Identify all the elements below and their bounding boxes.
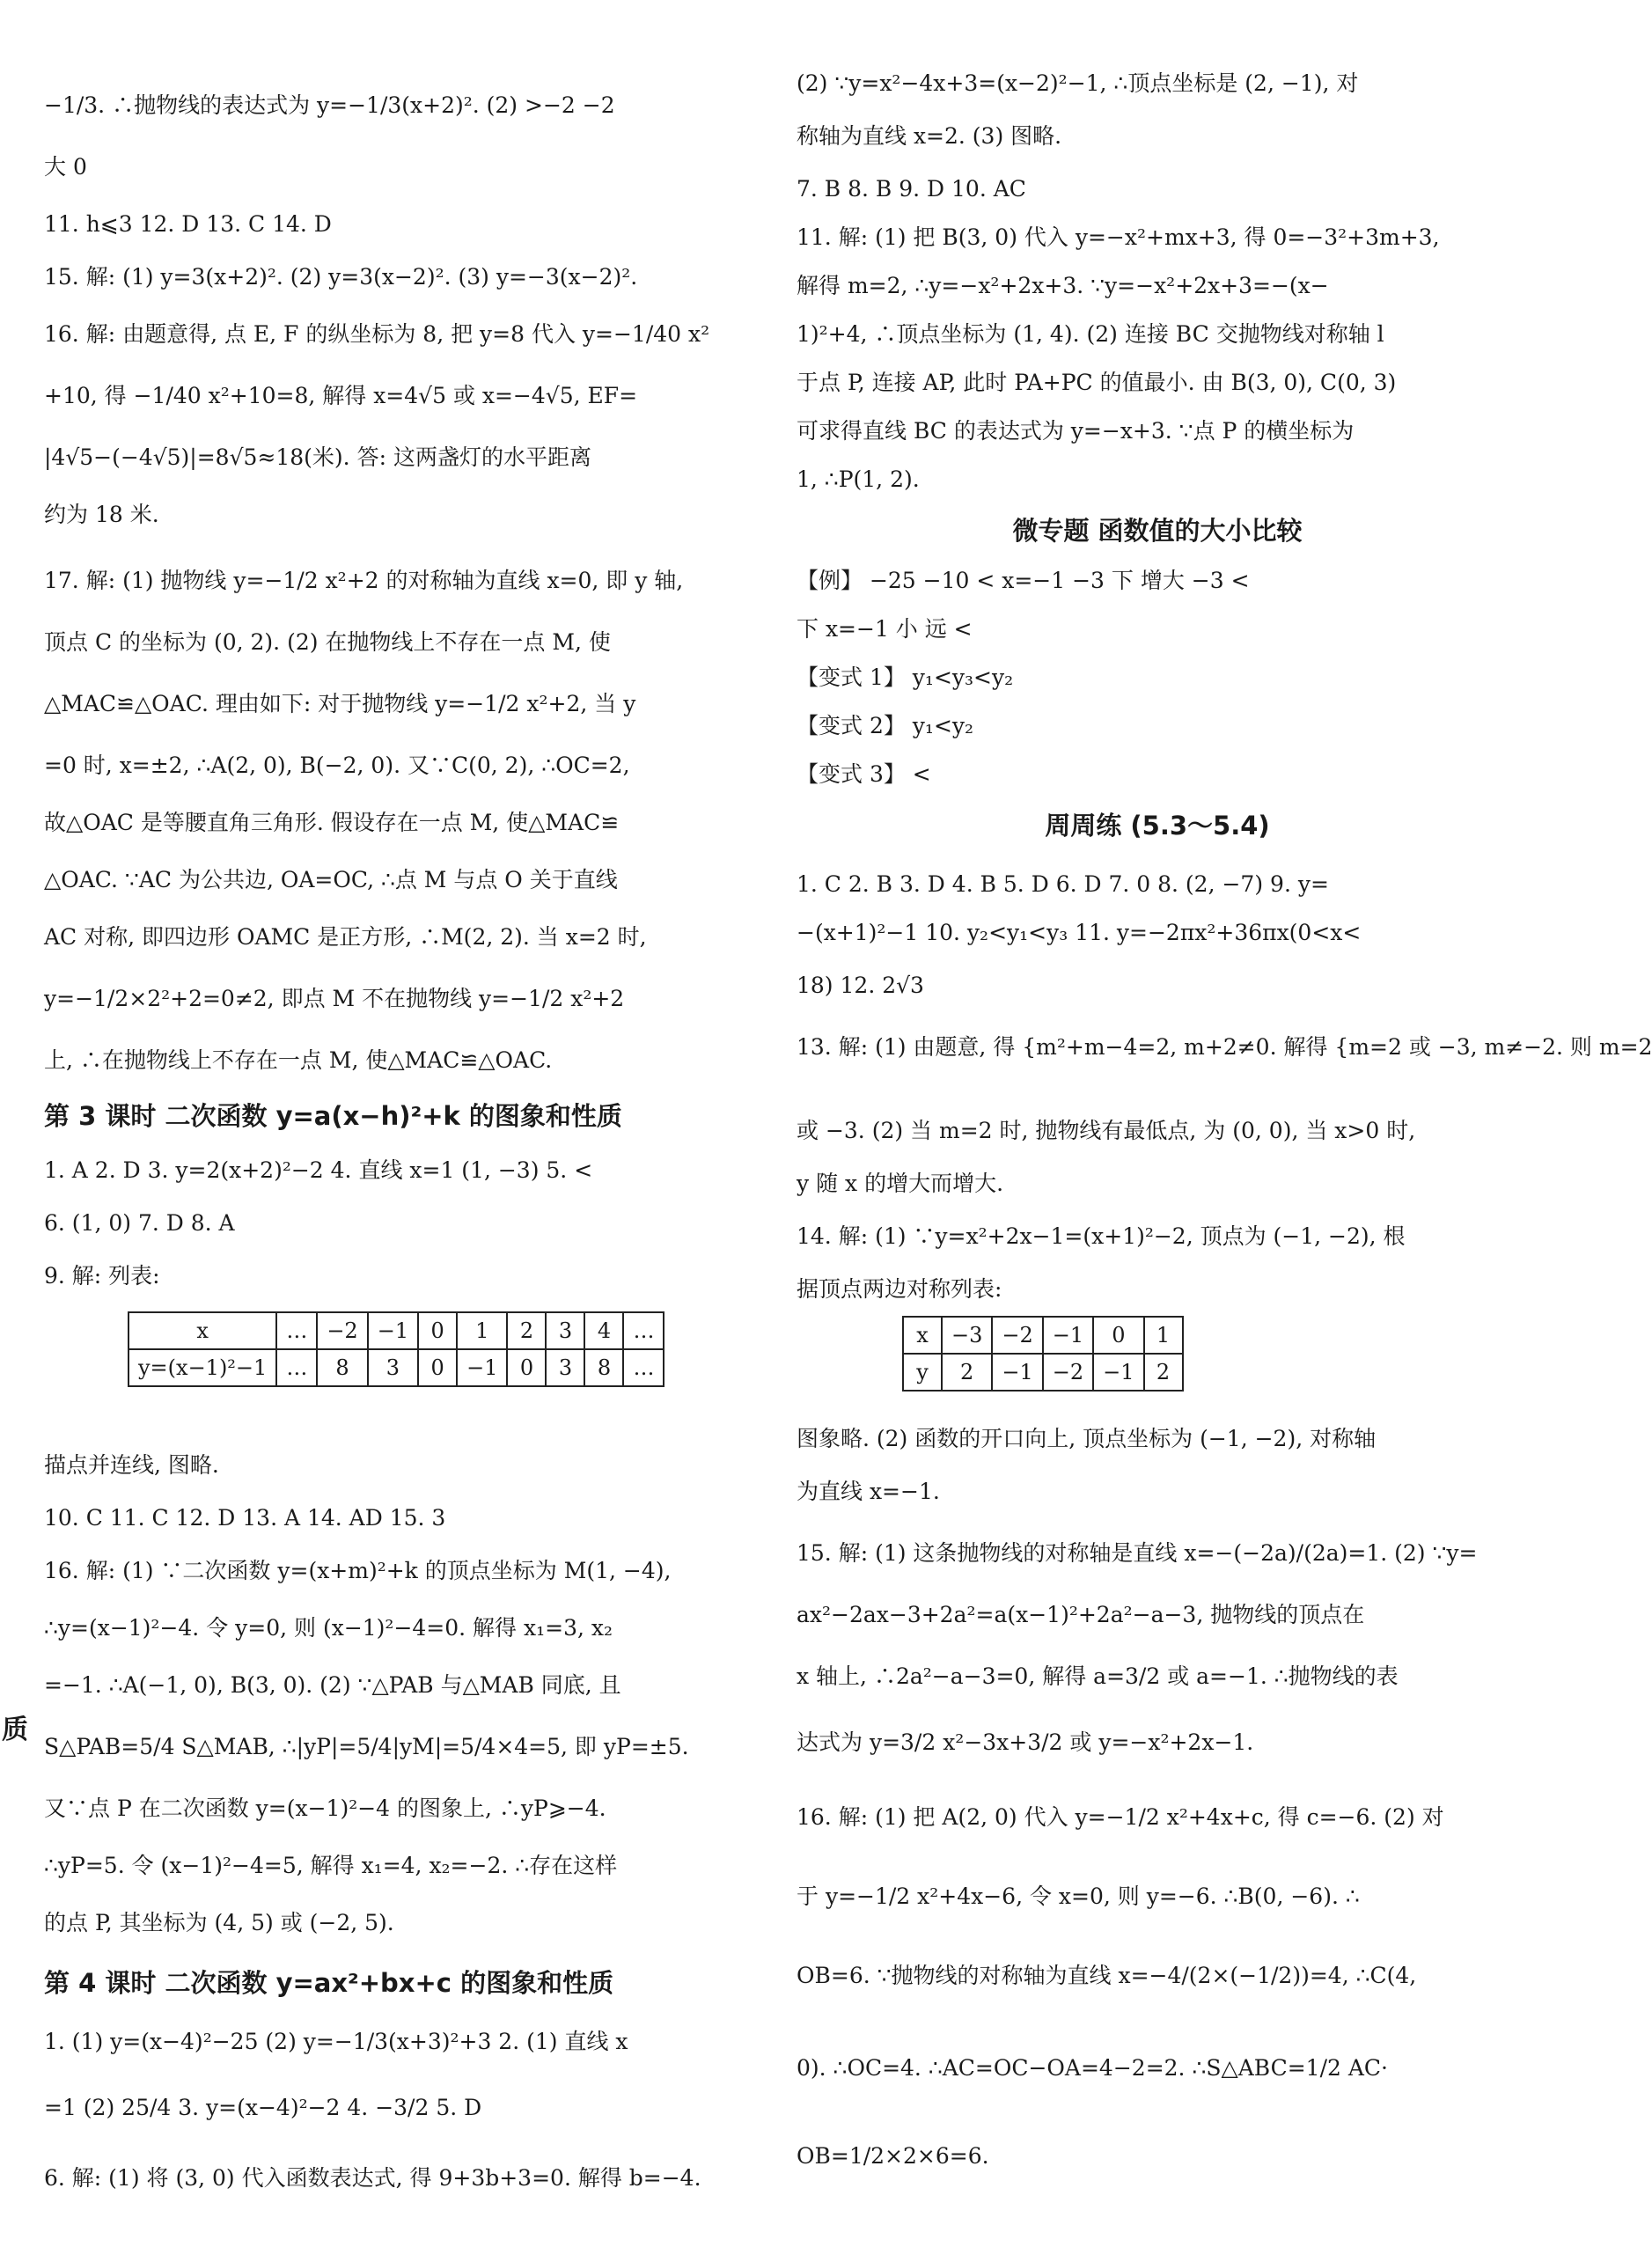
text-line: S△PAB=5/4 S△MAB, ∴|yP|=5/4|yM|=5/4×4=5, 即 yP=±5.	[44, 1734, 689, 1759]
text-line: ∴yP=5. 令 (x−1)²−4=5, 解得 x₁=4, x₂=−2. ∴存在这样	[44, 1853, 618, 1878]
table-cell: −2	[317, 1312, 367, 1349]
text-line: (2) ∵y=x²−4x+3=(x−2)²−1, ∴顶点坐标是 (2, −1), 对	[797, 70, 1359, 96]
table-cell: x	[128, 1312, 276, 1349]
table-row	[128, 1312, 664, 1349]
text-line: AC 对称, 即四边形 OAMC 是正方形, ∴M(2, 2). 当 x=2 时,	[44, 924, 647, 950]
text-line: OB=1/2×2×6=6.	[797, 2143, 989, 2169]
text-line: 下 x=−1 小 远 <	[797, 616, 973, 642]
text-line: 15. 解: (1) 这条抛物线的对称轴是直线 x=−(−2a)/(2a)=1. (2) ∵y=	[797, 1540, 1478, 1566]
section-heading: 周周练 (5.3～5.4)	[1045, 811, 1270, 841]
table-cell: 2	[1144, 1354, 1183, 1391]
table-cell: …	[623, 1312, 664, 1349]
table-cell: 8	[317, 1349, 367, 1386]
text-line: 或 −3. (2) 当 m=2 时, 抛物线有最低点, 为 (0, 0), 当 x>0 时,	[797, 1118, 1416, 1143]
text-line: 15. 解: (1) y=3(x+2)². (2) y=3(x−2)². (3) y=−3(x−2)².	[44, 264, 638, 290]
text-line: ax²−2ax−3+2a²=a(x−1)²+2a²−a−3, 抛物线的顶点在	[797, 1602, 1365, 1627]
text-line: 为直线 x=−1.	[797, 1479, 940, 1504]
table-cell: 0	[507, 1349, 546, 1386]
text-line: 6. (1, 0) 7. D 8. A	[44, 1210, 235, 1236]
text-line: 1. C 2. B 3. D 4. B 5. D 6. D 7. 0 8. (2, −7) 9. y=	[797, 871, 1329, 897]
table-cell: 0	[418, 1349, 457, 1386]
text-line: 达式为 y=3/2 x²−3x+3/2 或 y=−x²+2x−1.	[797, 1729, 1254, 1755]
text-line: 故△OAC 是等腰直角三角形. 假设存在一点 M, 使△MAC≌	[44, 810, 620, 835]
text-line: 11. 解: (1) 把 B(3, 0) 代入 y=−x²+mx+3, 得 0=−3²+3m+3,	[797, 224, 1440, 250]
section-heading: 第 3 课时 二次函数 y=a(x−h)²+k 的图象和性质	[44, 1101, 622, 1131]
text-line: 【例】 −25 −10 < x=−1 −3 下 增大 −3 <	[797, 568, 1250, 593]
text-line: △OAC. ∵AC 为公共边, OA=OC, ∴点 M 与点 O 关于直线	[44, 867, 618, 892]
value-table-1	[128, 1311, 664, 1387]
text-line: 17. 解: (1) 抛物线 y=−1/2 x²+2 的对称轴为直线 x=0, 即 y 轴,	[44, 568, 684, 593]
text-line: 6. 解: (1) 将 (3, 0) 代入函数表达式, 得 9+3b+3=0. 解得 b=−4.	[44, 2165, 701, 2191]
margin-character: 质	[2, 1715, 28, 1745]
text-line: 上, ∴在抛物线上不存在一点 M, 使△MAC≌△OAC.	[44, 1047, 553, 1073]
text-line: 据顶点两边对称列表:	[797, 1276, 1002, 1302]
table-cell: …	[623, 1349, 664, 1386]
text-line: 13. 解: (1) 由题意, 得 {m²+m−4=2, m+2≠0. 解得 {m=2 或 −3, m≠−2. 则 m=2	[797, 1034, 1652, 1060]
text-line: △MAC≌△OAC. 理由如下: 对于抛物线 y=−1/2 x²+2, 当 y	[44, 691, 636, 716]
text-line: 16. 解: (1) ∵二次函数 y=(x+m)²+k 的顶点坐标为 M(1, −4),	[44, 1558, 672, 1583]
text-line: 14. 解: (1) ∵y=x²+2x−1=(x+1)²−2, 顶点为 (−1, −2), 根	[797, 1223, 1406, 1249]
text-line: 0). ∴OC=4. ∴AC=OC−OA=4−2=2. ∴S△ABC=1/2 AC·	[797, 2055, 1388, 2081]
text-line: 的点 P, 其坐标为 (4, 5) 或 (−2, 5).	[44, 1910, 394, 1935]
table-cell: …	[276, 1312, 317, 1349]
text-line: OB=6. ∵抛物线的对称轴为直线 x=−4/(2×(−1/2))=4, ∴C(4,	[797, 1963, 1417, 1988]
text-line: |4√5−(−4√5)|=8√5≈18(米). 答: 这两盏灯的水平距离	[44, 444, 591, 470]
text-line: 顶点 C 的坐标为 (0, 2). (2) 在抛物线上不存在一点 M, 使	[44, 629, 611, 655]
text-line: −(x+1)²−1 10. y₂<y₁<y₃ 11. y=−2πx²+36πx(0<x<	[797, 920, 1362, 945]
table-cell: −1	[457, 1349, 507, 1386]
table-row	[903, 1354, 1183, 1391]
text-line: 大 0	[44, 154, 87, 180]
table-cell: y	[903, 1354, 942, 1391]
text-line: y 随 x 的增大而增大.	[797, 1171, 1004, 1196]
text-line: 约为 18 米.	[44, 502, 159, 527]
table-cell: 3	[546, 1312, 584, 1349]
text-line: 10. C 11. C 12. D 13. A 14. AD 15. 3	[44, 1505, 446, 1531]
text-line: 【变式 2】 y₁<y₂	[797, 713, 974, 738]
table-cell: 2	[507, 1312, 546, 1349]
text-line: 于点 P, 连接 AP, 此时 PA+PC 的值最小. 由 B(3, 0), C(0, 3)	[797, 370, 1397, 395]
table-cell: 3	[368, 1349, 418, 1386]
table-cell: −2	[1043, 1354, 1093, 1391]
text-line: 18) 12. 2√3	[797, 973, 924, 998]
table-cell: 4	[584, 1312, 623, 1349]
text-line: 可求得直线 BC 的表达式为 y=−x+3. ∵点 P 的横坐标为	[797, 418, 1355, 444]
text-line: ∴y=(x−1)²−4. 令 y=0, 则 (x−1)²−4=0. 解得 x₁=3, x₂	[44, 1615, 613, 1641]
table-row	[903, 1317, 1183, 1354]
text-line: 7. B 8. B 9. D 10. AC	[797, 176, 1026, 202]
text-line: 【变式 3】 <	[797, 761, 931, 787]
table-cell: 0	[418, 1312, 457, 1349]
text-line: 9. 解: 列表:	[44, 1263, 160, 1289]
text-line: 1)²+4, ∴顶点坐标为 (1, 4). (2) 连接 BC 交抛物线对称轴 l	[797, 321, 1384, 347]
text-line: 解得 m=2, ∴y=−x²+2x+3. ∵y=−x²+2x+3=−(x−	[797, 273, 1329, 298]
table-cell: 8	[584, 1349, 623, 1386]
text-line: 16. 解: (1) 把 A(2, 0) 代入 y=−1/2 x²+4x+c, 得 c=−6. (2) 对	[797, 1804, 1444, 1830]
text-line: =−1. ∴A(−1, 0), B(3, 0). (2) ∵△PAB 与△MAB 同底, 且	[44, 1672, 621, 1698]
section-heading: 微专题 函数值的大小比较	[1012, 516, 1303, 546]
text-line: 于 y=−1/2 x²+4x−6, 令 x=0, 则 y=−6. ∴B(0, −6). ∴	[797, 1884, 1360, 1909]
table-cell: 2	[942, 1354, 992, 1391]
table-cell: −2	[992, 1317, 1042, 1354]
text-line: 1. A 2. D 3. y=2(x+2)²−2 4. 直线 x=1 (1, −3) 5. <	[44, 1157, 593, 1183]
text-line: =0 时, x=±2, ∴A(2, 0), B(−2, 0). 又∵C(0, 2), ∴OC=2,	[44, 753, 630, 778]
table-cell: 1	[457, 1312, 507, 1349]
table-cell: y=(x−1)²−1	[128, 1349, 276, 1386]
section-heading: 第 4 课时 二次函数 y=ax²+bx+c 的图象和性质	[44, 1968, 614, 1998]
text-line: y=−1/2×2²+2=0≠2, 即点 M 不在抛物线 y=−1/2 x²+2	[44, 986, 625, 1011]
text-line: 图象略. (2) 函数的开口向上, 顶点坐标为 (−1, −2), 对称轴	[797, 1426, 1377, 1451]
text-line: 11. h⩽3 12. D 13. C 14. D	[44, 211, 332, 237]
table-cell: …	[276, 1349, 317, 1386]
table-cell: 0	[1093, 1317, 1143, 1354]
text-line: −1/3. ∴抛物线的表达式为 y=−1/3(x+2)². (2) >−2 −2	[44, 92, 615, 118]
table-row	[128, 1349, 664, 1386]
text-line: 又∵点 P 在二次函数 y=(x−1)²−4 的图象上, ∴yP⩾−4.	[44, 1795, 606, 1821]
text-line: +10, 得 −1/40 x²+10=8, 解得 x=4√5 或 x=−4√5, EF=	[44, 383, 638, 408]
text-line: 1, ∴P(1, 2).	[797, 466, 920, 492]
text-line: 描点并连线, 图略.	[44, 1452, 219, 1478]
table-cell: x	[903, 1317, 942, 1354]
text-line: 16. 解: 由题意得, 点 E, F 的纵坐标为 8, 把 y=8 代入 y=−1/40 x²	[44, 321, 710, 347]
table-cell: −1	[1043, 1317, 1093, 1354]
value-table-2	[902, 1316, 1184, 1392]
text-line: 称轴为直线 x=2. (3) 图略.	[797, 123, 1062, 149]
text-line: =1 (2) 25/4 3. y=(x−4)²−2 4. −3/2 5. D	[44, 2095, 482, 2120]
text-line: 1. (1) y=(x−4)²−25 (2) y=−1/3(x+3)²+3 2. (1) 直线 x	[44, 2029, 628, 2054]
table-cell: −1	[992, 1354, 1042, 1391]
table-cell: −1	[1093, 1354, 1143, 1391]
table-cell: 3	[546, 1349, 584, 1386]
text-line: x 轴上, ∴2a²−a−3=0, 解得 a=3/2 或 a=−1. ∴抛物线的表	[797, 1663, 1399, 1689]
table-cell: 1	[1144, 1317, 1183, 1354]
text-line: 【变式 1】 y₁<y₃<y₂	[797, 665, 1014, 690]
table-cell: −1	[368, 1312, 418, 1349]
table-cell: −3	[942, 1317, 992, 1354]
